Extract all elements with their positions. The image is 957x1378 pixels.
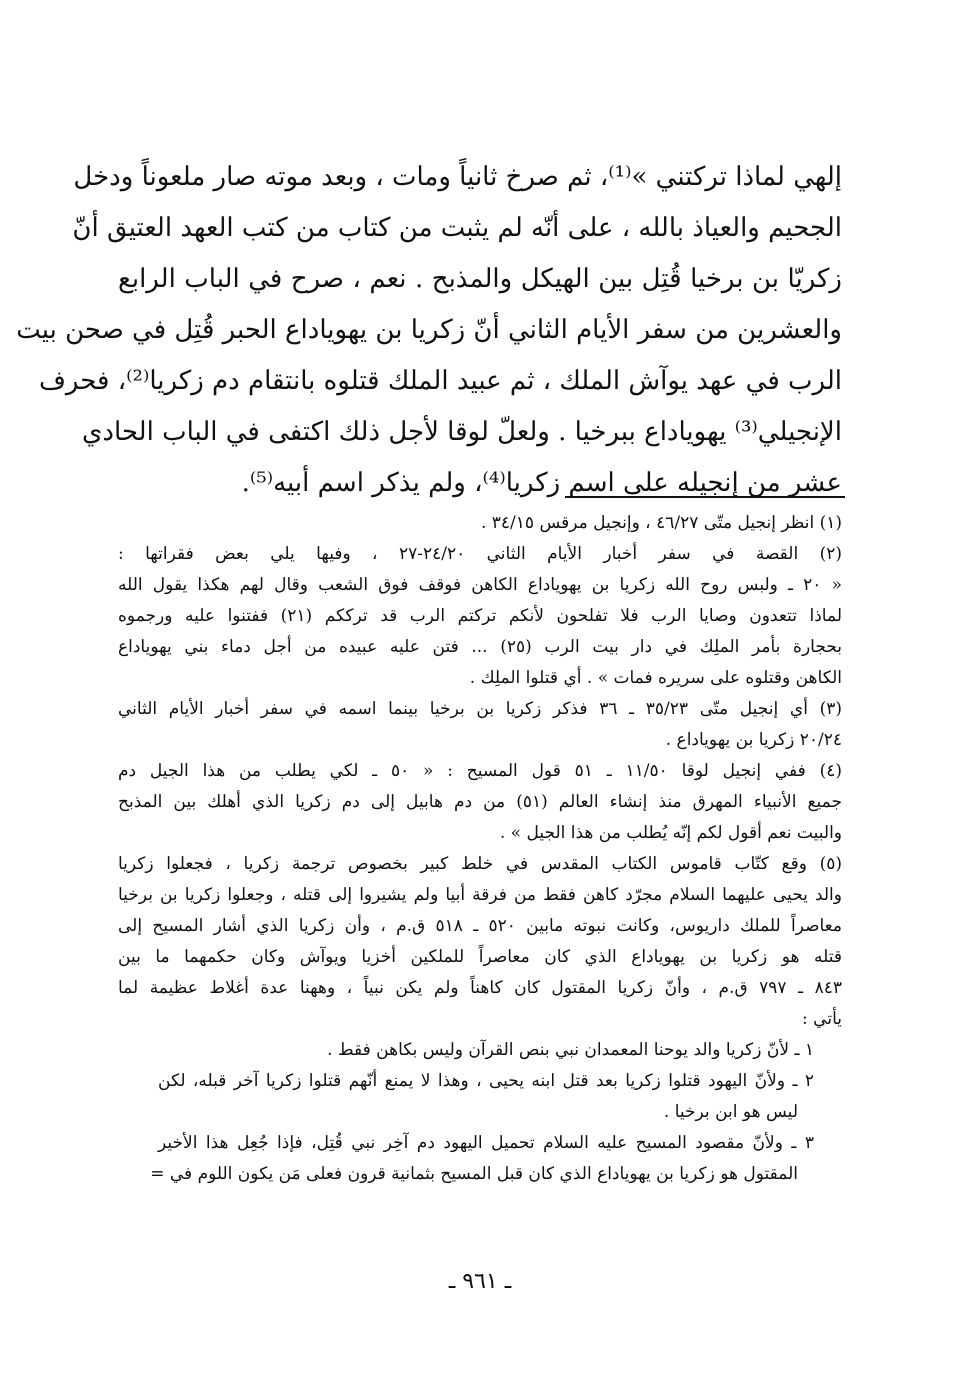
footnote-line: والد يحيى عليهما السلام مجرّد كاهن فقط من فرقة أبيا ولم يشيروا إلى قتله ، وجعلوا زكريا بن برخيا: [118, 885, 842, 905]
footnote-line: والبيت نعم أقول لكم إنّه يُطلب من هذا الجيل » .: [499, 823, 842, 843]
footnote-separator: [565, 496, 845, 498]
footnote-line: « ٢٠ ـ ولبس روح الله زكريا بن يهوياداع الكاهن فوقف فوق الشعب وقال لهم هكذا يقول الله: [118, 575, 843, 595]
footnote-line: (٢) القصة في سفر أخبار الأيام الثاني ٢٤/٢٠-٢٧ ، وفيها يلي بعض فقراتها :: [118, 544, 842, 564]
main-text-line: الجحيم والعياذ بالله ، على أنّه لم يثبت من كتاب من كتب العهد العتيق أنّ: [72, 213, 842, 243]
main-text-line: والعشرين من سفر الأيام الثاني أنّ زكريا بن يهوياداع الحبر قُتِل في صحن بيت: [16, 315, 842, 345]
main-text-line: زكريّا بن برخيا قُتِل بين الهيكل والمذبح . نعم ، صرح في الباب الرابع: [118, 264, 842, 294]
footnote-line: ٨٤٣ ـ ٧٩٧ ق.م ، وأنّ زكريا المقتول كان كاهناً ولم يكن نبياً ، وههنا عدة أغلاط عظيمة لما: [118, 978, 842, 998]
main-text-line: الرب في عهد يوآش الملك ، ثم عبيد الملك قتلوه بانتقام دم زكريا⁽²⁾، فحرف: [38, 366, 842, 396]
footnote-line: الكاهن وقتلوه على سريره فمات » . أي قتلوا الملِك .: [469, 668, 842, 688]
page-number: ـ ٩٦١ ـ: [448, 1269, 512, 1294]
main-body-text: [16, 152, 842, 509]
footnote-line: جميع الأنبياء المهرق منذ إنشاء العالم (٥١) من دم هابيل إلى دم زكريا الذي أهلك بين المذبح: [118, 792, 842, 812]
footnote-line: (١) انظر إنجيل متّى ٤٦/٢٧ ، وإنجيل مرقس ٣٤/١٥ .: [480, 513, 842, 533]
footnote-line: (٥) وقع كتّاب قاموس الكتاب المقدس في خلط كبير بخصوص ترجمة زكريا ، فجعلوا زكريا: [118, 854, 842, 874]
footnote-line: (٣) أي إنجيل متّى ٣٥/٢٣ ـ ٣٦ فذكر زكريا بن برخيا بينما اسمه في سفر أخبار الأيام الثاني: [118, 699, 842, 719]
footnote-line: (٤) ففي إنجيل لوقا ١١/٥٠ ـ ٥١ قول المسيح : « ٥٠ ـ لكي يطلب من هذا الجيل دم: [118, 761, 842, 781]
footnote-list-item: ١ ـ لأنّ زكريا والد يوحنا المعمدان نبي بنص القرآن وليس بكاهن فقط .: [327, 1040, 814, 1060]
footnote-line: ٢٠/٢٤ زكريا بن يهوياداع .: [665, 730, 842, 750]
footnote-line: قتله هو زكريا بن يهوياداع الذي كان معاصراً للملكين أخزيا ويوآش وكان حكمهما ما بين: [118, 947, 842, 967]
footnote-line: لماذا تتعدون وصايا الرب فلا تفلحون لأنكم تركتم الرب قد ترككم (٢١) ففتنوا عليه ورجموه: [118, 606, 842, 626]
footnote-list-item: ٢ ـ ولأنّ اليهود قتلوا زكريا بعد قتل ابنه يحيى ، وهذا لا يمنع أنّهم قتلوا زكريا آخر قبله، لكن: [158, 1071, 814, 1091]
footnote-list-item: ليس هو ابن برخيا .: [663, 1102, 798, 1122]
footnotes-section: [118, 508, 842, 1190]
main-text-line: الإنجيلي⁽³⁾ يهوياداع ببرخيا . ولعلّ لوقا لأجل ذلك اكتفى في الباب الحادي: [82, 417, 842, 447]
main-text-line: عشر من إنجيله على اسم زكريا⁽⁴⁾، ولم يذكر اسم أبيه⁽⁵⁾.: [241, 468, 842, 498]
footnote-line: معاصراً للملك داريوس، وكانت نبوته مابين ٥٢٠ ـ ٥١٨ ق.م ، وأن زكريا الذي أشار المسيح إلى: [118, 916, 842, 936]
footnote-list-item: ٣ ـ ولأنّ مقصود المسيح عليه السلام تحميل اليهود دم آخِر نبي قُتِل، فإذا جُعِل هذا الأخير: [158, 1133, 814, 1153]
main-text-line: إلهي لماذا تركتني »⁽¹⁾، ثم صرخ ثانياً ومات ، وبعد موته صار ملعوناً ودخل: [73, 162, 842, 192]
footnote-line: يأتي :: [802, 1009, 842, 1029]
footnote-line: بحجارة بأمر الملِك في دار بيت الرب (٢٥) ... فتن عليه عبيده من أجل دماء بني يهوياداع: [118, 637, 843, 657]
footnote-list-item: المقتول هو زكريا بن يهوياداع الذي كان قبل المسيح بثمانية قرون فعلى مَن يكون اللوم في =: [150, 1164, 798, 1184]
